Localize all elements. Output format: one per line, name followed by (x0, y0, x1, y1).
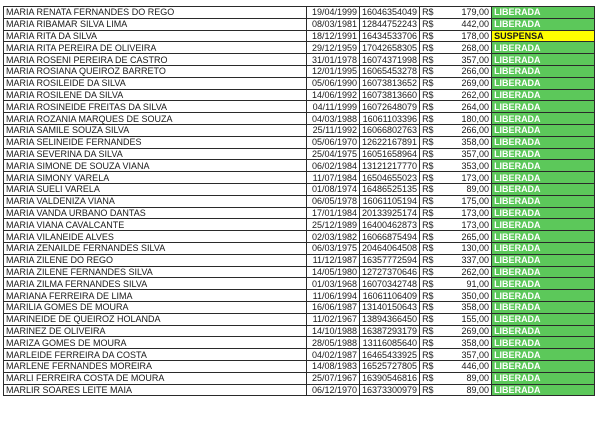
table-row (4, 313, 595, 325)
id-number-cell: 13116085640 (360, 337, 420, 349)
id-number-cell: 12727370646 (360, 266, 420, 278)
currency-cell: R$ (420, 219, 449, 231)
birth-date-cell: 14/05/1980 (307, 266, 360, 278)
name-cell: MARIANA FERREIRA DE LIMA (4, 290, 307, 302)
status-cell: LIBERADA (492, 7, 595, 19)
name-cell: MARIA RITA DA SILVA (4, 30, 307, 42)
id-number-cell: 16070342748 (360, 278, 420, 290)
id-number-cell: 16387293179 (360, 325, 420, 337)
status-cell: LIBERADA (492, 148, 595, 160)
currency-cell: R$ (420, 172, 449, 184)
currency-cell: R$ (420, 325, 449, 337)
table-row (4, 360, 595, 372)
birth-date-cell: 01/08/1974 (307, 183, 360, 195)
amount-cell: 89,00 (448, 384, 492, 396)
id-number-cell: 17042658305 (360, 42, 420, 54)
birth-date-cell: 14/10/1988 (307, 325, 360, 337)
status-cell: LIBERADA (492, 372, 595, 384)
amount-cell: 89,00 (448, 183, 492, 195)
table-row (4, 242, 595, 254)
birth-date-cell: 06/05/1978 (307, 195, 360, 207)
amount-cell: 89,00 (448, 372, 492, 384)
amount-cell: 357,00 (448, 148, 492, 160)
amount-cell: 266,00 (448, 65, 492, 77)
currency-cell: R$ (420, 242, 449, 254)
currency-cell: R$ (420, 195, 449, 207)
birth-date-cell: 01/03/1968 (307, 278, 360, 290)
currency-cell: R$ (420, 278, 449, 290)
status-cell: LIBERADA (492, 18, 595, 30)
status-cell: LIBERADA (492, 65, 595, 77)
status-cell: LIBERADA (492, 101, 595, 113)
amount-cell: 91,00 (448, 278, 492, 290)
currency-cell: R$ (420, 384, 449, 396)
status-cell: LIBERADA (492, 219, 595, 231)
birth-date-cell: 29/12/1959 (307, 42, 360, 54)
id-number-cell: 16046354049 (360, 7, 420, 19)
amount-cell: 268,00 (448, 42, 492, 54)
id-number-cell: 16065453278 (360, 65, 420, 77)
amount-cell: 357,00 (448, 349, 492, 361)
name-cell: MARIA ROSIANA QUEIROZ BARRETO (4, 65, 307, 77)
amount-cell: 173,00 (448, 172, 492, 184)
amount-cell: 175,00 (448, 195, 492, 207)
birth-date-cell: 02/03/1982 (307, 231, 360, 243)
currency-cell: R$ (420, 77, 449, 89)
amount-cell: 180,00 (448, 113, 492, 125)
name-cell: MARIA ROZANIA MARQUES DE SOUZA (4, 113, 307, 125)
table-row (4, 89, 595, 101)
birth-date-cell: 04/11/1999 (307, 101, 360, 113)
name-cell: MARIA RENATA FERNANDES DO REGO (4, 7, 307, 19)
table-row (4, 54, 595, 66)
birth-date-cell: 31/01/1978 (307, 54, 360, 66)
birth-date-cell: 05/06/1970 (307, 136, 360, 148)
currency-cell: R$ (420, 7, 449, 19)
amount-cell: 337,00 (448, 254, 492, 266)
table-row (4, 349, 595, 361)
name-cell: MARIZA GOMES DE MOURA (4, 337, 307, 349)
amount-cell: 358,00 (448, 301, 492, 313)
id-number-cell: 16073813652 (360, 77, 420, 89)
table-row (4, 325, 595, 337)
amount-cell: 262,00 (448, 266, 492, 278)
name-cell: MARIA VALDENIZA VIANA (4, 195, 307, 207)
amount-cell: 262,00 (448, 89, 492, 101)
id-number-cell: 16373300979 (360, 384, 420, 396)
name-cell: MARIA SIMONY VARELA (4, 172, 307, 184)
currency-cell: R$ (420, 231, 449, 243)
currency-cell: R$ (420, 207, 449, 219)
birth-date-cell: 25/11/1992 (307, 124, 360, 136)
table-row (4, 30, 595, 42)
name-cell: MARIA VANDA URBANO DANTAS (4, 207, 307, 219)
status-cell: LIBERADA (492, 325, 595, 337)
table-row (4, 301, 595, 313)
table-row (4, 207, 595, 219)
status-cell: LIBERADA (492, 42, 595, 54)
status-cell: LIBERADA (492, 290, 595, 302)
amount-cell: 350,00 (448, 290, 492, 302)
table-row (4, 136, 595, 148)
table-row (4, 18, 595, 30)
birth-date-cell: 16/06/1987 (307, 301, 360, 313)
id-number-cell: 16504655023 (360, 172, 420, 184)
table-row (4, 266, 595, 278)
name-cell: MARIA ZILENE DO REGO (4, 254, 307, 266)
table-row (4, 7, 595, 19)
currency-cell: R$ (420, 349, 449, 361)
table-row (4, 65, 595, 77)
amount-cell: 358,00 (448, 136, 492, 148)
birth-date-cell: 11/12/1987 (307, 254, 360, 266)
currency-cell: R$ (420, 160, 449, 172)
name-cell: MARIA ROSINEIDE FREITAS DA SILVA (4, 101, 307, 113)
status-cell: LIBERADA (492, 301, 595, 313)
table-row (4, 42, 595, 54)
status-cell: LIBERADA (492, 242, 595, 254)
beneficiary-table (3, 6, 595, 396)
id-number-cell: 13121217770 (360, 160, 420, 172)
currency-cell: R$ (420, 313, 449, 325)
currency-cell: R$ (420, 372, 449, 384)
birth-date-cell: 06/03/1975 (307, 242, 360, 254)
amount-cell: 155,00 (448, 313, 492, 325)
table-row (4, 172, 595, 184)
name-cell: MARLI FERREIRA COSTA DE MOURA (4, 372, 307, 384)
birth-date-cell: 12/01/1995 (307, 65, 360, 77)
id-number-cell: 16486525135 (360, 183, 420, 195)
table-row (4, 183, 595, 195)
status-cell: LIBERADA (492, 337, 595, 349)
id-number-cell: 16465433925 (360, 349, 420, 361)
name-cell: MARIA SELINEIDE FERNANDES (4, 136, 307, 148)
name-cell: MARIA ZENAILDE FERNANDES SILVA (4, 242, 307, 254)
amount-cell: 357,00 (448, 54, 492, 66)
id-number-cell: 16074371998 (360, 54, 420, 66)
currency-cell: R$ (420, 89, 449, 101)
id-number-cell: 16061103396 (360, 113, 420, 125)
currency-cell: R$ (420, 360, 449, 372)
table-row (4, 148, 595, 160)
currency-cell: R$ (420, 337, 449, 349)
name-cell: MARINEIDE DE QUEIROZ HOLANDA (4, 313, 307, 325)
name-cell: MARIA ROSILEIDE DA SILVA (4, 77, 307, 89)
status-cell: LIBERADA (492, 278, 595, 290)
table-row (4, 195, 595, 207)
table-row (4, 372, 595, 384)
amount-cell: 442,00 (448, 18, 492, 30)
id-number-cell: 16066802763 (360, 124, 420, 136)
table-row (4, 384, 595, 396)
birth-date-cell: 08/03/1981 (307, 18, 360, 30)
id-number-cell: 13894366450 (360, 313, 420, 325)
status-cell: LIBERADA (492, 77, 595, 89)
name-cell: MARIA RITA PEREIRA DE OLIVEIRA (4, 42, 307, 54)
name-cell: MARLENE FERNANDES MOREIRA (4, 360, 307, 372)
table-row (4, 124, 595, 136)
id-number-cell: 16390546816 (360, 372, 420, 384)
id-number-cell: 16357772594 (360, 254, 420, 266)
birth-date-cell: 18/12/1991 (307, 30, 360, 42)
name-cell: MARLEIDE FERREIRA DA COSTA (4, 349, 307, 361)
currency-cell: R$ (420, 266, 449, 278)
id-number-cell: 16061106409 (360, 290, 420, 302)
name-cell: MARIA ZILENE FERNANDES SILVA (4, 266, 307, 278)
table-row (4, 160, 595, 172)
status-cell: LIBERADA (492, 231, 595, 243)
table-row (4, 254, 595, 266)
currency-cell: R$ (420, 113, 449, 125)
amount-cell: 353,00 (448, 160, 492, 172)
amount-cell: 173,00 (448, 207, 492, 219)
name-cell: MARIA SIMONE DE SOUZA VIANA (4, 160, 307, 172)
status-cell: LIBERADA (492, 360, 595, 372)
currency-cell: R$ (420, 290, 449, 302)
id-number-cell: 16072648079 (360, 101, 420, 113)
id-number-cell: 20133925174 (360, 207, 420, 219)
table-row (4, 101, 595, 113)
currency-cell: R$ (420, 101, 449, 113)
amount-cell: 265,00 (448, 231, 492, 243)
status-cell: LIBERADA (492, 172, 595, 184)
birth-date-cell: 05/06/1990 (307, 77, 360, 89)
status-cell: LIBERADA (492, 207, 595, 219)
currency-cell: R$ (420, 136, 449, 148)
currency-cell: R$ (420, 148, 449, 160)
name-cell: MARIA ZILMA FERNANDES SILVA (4, 278, 307, 290)
id-number-cell: 13140150643 (360, 301, 420, 313)
currency-cell: R$ (420, 65, 449, 77)
amount-cell: 130,00 (448, 242, 492, 254)
name-cell: MARIA ROSILENE DA SILVA (4, 89, 307, 101)
id-number-cell: 16400462873 (360, 219, 420, 231)
status-cell: LIBERADA (492, 313, 595, 325)
amount-cell: 269,00 (448, 77, 492, 89)
status-cell: LIBERADA (492, 183, 595, 195)
birth-date-cell: 06/12/1970 (307, 384, 360, 396)
table-body (4, 7, 595, 396)
name-cell: MARLIR SOARES LEITE MAIA (4, 384, 307, 396)
birth-date-cell: 06/02/1984 (307, 160, 360, 172)
currency-cell: R$ (420, 18, 449, 30)
amount-cell: 358,00 (448, 337, 492, 349)
id-number-cell: 20464064508 (360, 242, 420, 254)
id-number-cell: 16066875494 (360, 231, 420, 243)
table-row (4, 77, 595, 89)
birth-date-cell: 28/05/1988 (307, 337, 360, 349)
currency-cell: R$ (420, 30, 449, 42)
name-cell: MARIA ROSENI PEREIRA DE CASTRO (4, 54, 307, 66)
currency-cell: R$ (420, 301, 449, 313)
currency-cell: R$ (420, 42, 449, 54)
status-cell: LIBERADA (492, 136, 595, 148)
birth-date-cell: 19/04/1999 (307, 7, 360, 19)
table-row (4, 278, 595, 290)
status-cell: LIBERADA (492, 113, 595, 125)
amount-cell: 178,00 (448, 30, 492, 42)
currency-cell: R$ (420, 54, 449, 66)
status-cell: LIBERADA (492, 54, 595, 66)
table-row (4, 231, 595, 243)
birth-date-cell: 11/02/1967 (307, 313, 360, 325)
name-cell: MARIA SUELI VARELA (4, 183, 307, 195)
birth-date-cell: 11/06/1994 (307, 290, 360, 302)
name-cell: MARIA VILANEIDE ALVES (4, 231, 307, 243)
id-number-cell: 12622167891 (360, 136, 420, 148)
table-row (4, 337, 595, 349)
name-cell: MARILIA GOMES DE MOURA (4, 301, 307, 313)
status-cell: LIBERADA (492, 384, 595, 396)
status-cell: LIBERADA (492, 89, 595, 101)
id-number-cell: 16525727805 (360, 360, 420, 372)
id-number-cell: 16061105194 (360, 195, 420, 207)
birth-date-cell: 04/02/1987 (307, 349, 360, 361)
id-number-cell: 16051658964 (360, 148, 420, 160)
amount-cell: 173,00 (448, 219, 492, 231)
birth-date-cell: 11/07/1984 (307, 172, 360, 184)
birth-date-cell: 25/07/1967 (307, 372, 360, 384)
name-cell: MARINEZ DE OLIVEIRA (4, 325, 307, 337)
name-cell: MARIA VIANA CAVALCANTE (4, 219, 307, 231)
birth-date-cell: 14/08/1983 (307, 360, 360, 372)
currency-cell: R$ (420, 254, 449, 266)
id-number-cell: 16073813660 (360, 89, 420, 101)
birth-date-cell: 04/03/1988 (307, 113, 360, 125)
birth-date-cell: 17/01/1984 (307, 207, 360, 219)
amount-cell: 266,00 (448, 124, 492, 136)
currency-cell: R$ (420, 124, 449, 136)
id-number-cell: 12844752243 (360, 18, 420, 30)
amount-cell: 269,00 (448, 325, 492, 337)
name-cell: MARIA SEVERINA DA SILVA (4, 148, 307, 160)
name-cell: MARIA RIBAMAR SILVA LIMA (4, 18, 307, 30)
table-row (4, 290, 595, 302)
table-row (4, 219, 595, 231)
name-cell: MARIA SAMILE SOUZA SILVA (4, 124, 307, 136)
status-cell: LIBERADA (492, 195, 595, 207)
status-cell: LIBERADA (492, 160, 595, 172)
table-row (4, 113, 595, 125)
status-cell: LIBERADA (492, 266, 595, 278)
amount-cell: 264,00 (448, 101, 492, 113)
birth-date-cell: 25/12/1989 (307, 219, 360, 231)
amount-cell: 179,00 (448, 7, 492, 19)
amount-cell: 446,00 (448, 360, 492, 372)
status-cell: LIBERADA (492, 349, 595, 361)
currency-cell: R$ (420, 183, 449, 195)
birth-date-cell: 25/04/1975 (307, 148, 360, 160)
birth-date-cell: 14/06/1992 (307, 89, 360, 101)
status-cell: LIBERADA (492, 124, 595, 136)
status-cell: SUSPENSA (492, 30, 595, 42)
status-cell: LIBERADA (492, 254, 595, 266)
id-number-cell: 16434533706 (360, 30, 420, 42)
